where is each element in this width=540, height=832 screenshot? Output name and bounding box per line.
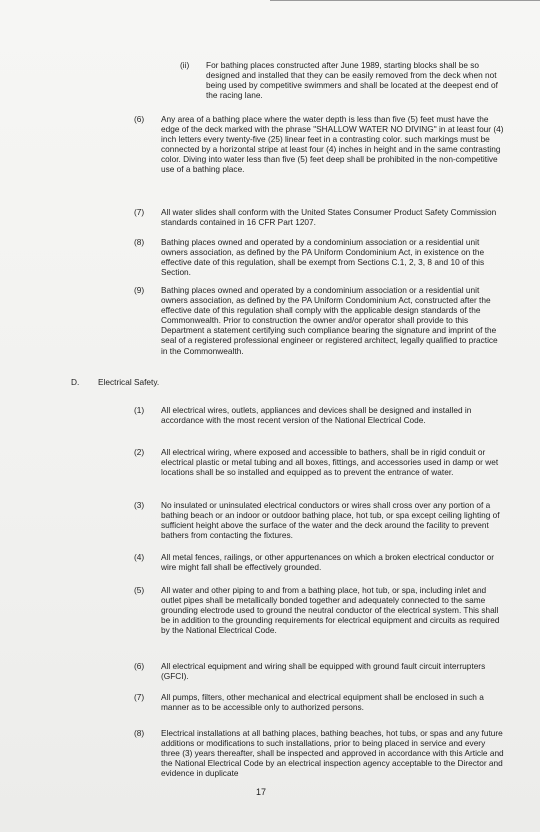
item-text: All electrical equipment and wiring shall be equipped with ground fault circuit interrupters (GFCI). xyxy=(161,661,486,682)
item-number: (6) xyxy=(134,114,145,124)
item-text: No insulated or uninsulated electrical conductors or wires shall cross over any portion of a bathing beach or an indoor or outdoor bathing place, hot tub, or spa except ceiling lighting of sufficient height above the surface of the water and the deck around the facility to prevent bathers from contacting the fixtures. xyxy=(161,500,500,541)
item-number: (6) xyxy=(134,661,145,671)
item-number: (4) xyxy=(134,552,145,562)
item-number: (8) xyxy=(134,237,145,247)
item-number: (2) xyxy=(134,447,145,457)
item-number: (9) xyxy=(134,285,145,295)
item-text: Bathing places owned and operated by a condominium association or a residential unit owners association, as defined by the PA Uniform Condominium Act, constructed after the effective date of this regulation shall comply with the applicable design standards of the Commonwealth. Prior to construction the owner and/or operator shall provide to this Department a statement certifying such compliance bearing the signature and imprint of the seal of a registered professional engineer or registered architect, legally qualified to practice in the Commonwealth. xyxy=(161,285,498,356)
section-label: D. xyxy=(71,377,80,387)
page-number: 17 xyxy=(256,787,267,797)
item-number: (8) xyxy=(134,728,145,738)
item-text: All electrical wiring, where exposed and accessible to bathers, shall be in rigid conduit or electrical plastic or metal tubing and all boxes, fittings, and accessories used in damp or wet locations shall be so installed and equipped as to prevent the entrance of water. xyxy=(161,447,499,478)
item-text: All water slides shall conform with the United States Consumer Product Safety Commission standards contained in 16 CFR Part 1207. xyxy=(161,207,497,228)
section-d-heading xyxy=(71,377,271,389)
item-text: All electrical wires, outlets, appliances and devices shall be designed and installed in accordance with the most recent version of the National Electrical Code. xyxy=(161,405,472,426)
item-text: All metal fences, railings, or other appurtenances on which a broken electrical conductor or wire might fall shall be effectively grounded. xyxy=(161,552,494,573)
item-number: (5) xyxy=(134,585,145,595)
item-number: (7) xyxy=(134,207,145,217)
item-text: All pumps, filters, other mechanical and electrical equipment shall be enclosed in such a manner as to be accessible only to authorized persons. xyxy=(161,692,484,713)
item-number: (ii) xyxy=(180,60,190,70)
item-text: All water and other piping to and from a bathing place, hot tub, or spa, including inlet and outlet pipes shall be metallically bonded together and adequately connected to the same grounding electrode used to ground the neutral conductor of the electrical system. This shall be in addition to the grounding requirements for electrical equipment and circuits as required by the National Electrical Code. xyxy=(161,585,500,636)
section-title: Electrical Safety. xyxy=(98,377,160,387)
item-number: (1) xyxy=(134,405,145,415)
item-text: Electrical installations at all bathing places, bathing beaches, hot tubs, or spas and any future additions or modifications to such installations, prior to being placed in service and every three (3) years thereafter, shall be inspected and approved in accordance with this Article and the National Electrical Code by an electrical inspection agency acceptable to the Director and evidence in duplicate xyxy=(161,728,504,779)
item-text: For bathing places constructed after June 1989, starting blocks shall be so designed and installed that they can be easily removed from the deck when not being used by competitive swimmers and shall be located at the deepest end of the racing lane. xyxy=(206,60,498,101)
item-text: Bathing places owned and operated by a condominium association or a residential unit owners association, as defined by the PA Uniform Condominium Act, in existence on the effective date of this regulation, shall be exempt from Sections C.1, 2, 3, 8 and 10 of this Section. xyxy=(161,237,485,278)
item-number: (7) xyxy=(134,692,145,702)
item-number: (3) xyxy=(134,500,145,510)
item-text: Any area of a bathing place where the water depth is less than five (5) feet must have the edge of the deck marked with the phrase "SHALLOW WATER NO DIVING" in at least four (4) inch letters every twenty-five (25) linear feet in a contrasting color. such markings must be connected by a horizontal stripe at least four (4) inches in height and in the same contrasting color. Diving into water less than five (5) feet deep shall be prohibited in the non-competitive use of a bathing place. xyxy=(161,114,504,175)
top-edge-line xyxy=(270,0,540,1)
